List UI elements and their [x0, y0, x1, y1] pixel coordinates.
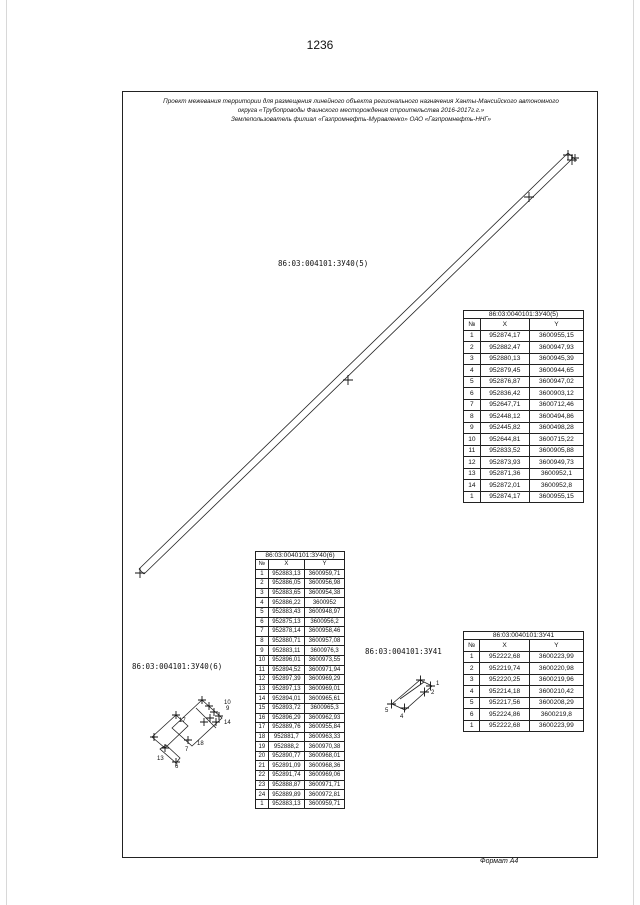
table-cell: 952889,76 [268, 723, 304, 733]
table-cell: 3600223,99 [529, 651, 583, 663]
table-cell: 6 [464, 709, 480, 721]
column-header: X [480, 319, 529, 331]
table-row [464, 422, 584, 434]
column-header: X [268, 560, 304, 570]
table-row [464, 663, 584, 675]
table-cell: 6 [464, 388, 481, 400]
table-row [256, 761, 345, 771]
table-cell: 952217,56 [480, 697, 529, 709]
table-cell: 3600955,84 [305, 723, 345, 733]
table-cell: 3600959,71 [305, 799, 345, 809]
table-row [464, 399, 584, 411]
table-cell: 3 [256, 588, 269, 598]
table-row [464, 720, 584, 732]
point-label: 18 [197, 741, 204, 747]
column-header: № [464, 640, 480, 652]
table-row [256, 627, 345, 637]
header-line-3: Землепользователь филиал «Газпромнефть-Муравленко» ОАО «Газпромнефть-ННГ» [231, 116, 491, 123]
table-row [256, 598, 345, 608]
table-cell: 952644,81 [480, 434, 529, 446]
plot41-outline [392, 680, 432, 710]
table-row [256, 655, 345, 665]
column-header: № [464, 319, 481, 331]
table-cell: 952897,13 [268, 684, 304, 694]
table-row [256, 588, 345, 598]
header-line-2: округа «Трубопроводы Фаинского месторождения строительства 2016-2017г.г.» [237, 107, 485, 114]
table-cell: 3600952,1 [529, 468, 583, 480]
table-cell: 1 [464, 651, 480, 663]
table-row [256, 636, 345, 646]
plot6-outline [152, 700, 222, 763]
column-header: Y [529, 640, 583, 652]
table-cell: 3600712,46 [529, 399, 583, 411]
table-cell: 952873,93 [480, 457, 529, 469]
table-cell: 952214,18 [480, 686, 529, 698]
table-row [256, 675, 345, 685]
column-header: X [480, 640, 529, 652]
table-cell: 11 [464, 445, 481, 457]
column-header: № [256, 560, 269, 570]
table-cell: 952879,45 [480, 365, 529, 377]
table-cell: 952871,36 [480, 468, 529, 480]
table-row [256, 617, 345, 627]
coords-table-zu40-6 [255, 551, 345, 809]
point-label: 6 [175, 764, 179, 770]
page-number: 1236 [306, 38, 334, 52]
table-cell: 3600959,71 [305, 569, 345, 579]
table-row [464, 353, 584, 365]
point-label: 5 [385, 708, 389, 714]
table-cell: 952874,17 [480, 330, 529, 342]
table-cell: 1 [464, 491, 481, 503]
table-row [256, 723, 345, 733]
table-cell: 9 [464, 422, 481, 434]
table-row [256, 713, 345, 723]
table-cell: 952874,17 [480, 491, 529, 503]
table-cell: 3600968,36 [305, 761, 345, 771]
table-cell: 3600970,38 [305, 742, 345, 752]
table-row [256, 607, 345, 617]
table-cell: 952881,7 [268, 732, 304, 742]
table-cell: 952836,42 [480, 388, 529, 400]
table-cell: 3600903,12 [529, 388, 583, 400]
table-cell: 6 [256, 617, 269, 627]
table-cell: 5 [256, 607, 269, 617]
table-row [464, 480, 584, 492]
table-cell: 13 [464, 468, 481, 480]
table-cell: 23 [256, 780, 269, 790]
table-row [464, 388, 584, 400]
table-cell: 3600956,2 [305, 617, 345, 627]
table-row [464, 697, 584, 709]
point-label: 13 [157, 756, 164, 762]
table-cell: 24 [256, 790, 269, 800]
table-title: 86:03:0040101:ЗУ40(6) [255, 551, 345, 559]
table-cell: 12 [464, 457, 481, 469]
table-cell: 3600972,81 [305, 790, 345, 800]
table-cell: 3600905,88 [529, 445, 583, 457]
table-cell: 2 [256, 579, 269, 589]
table-cell: 3 [464, 674, 480, 686]
table-cell: 10 [464, 434, 481, 446]
table-cell: 1 [256, 569, 269, 579]
table-cell: 952833,52 [480, 445, 529, 457]
table-cell: 952888,2 [268, 742, 304, 752]
plot-label-zu40-6: 86:03:004101:3У40(6) [132, 662, 223, 671]
table-cell: 2 [464, 663, 480, 675]
table-cell: 3600947,93 [529, 342, 583, 354]
table-row [256, 665, 345, 675]
point-label: 17 [179, 718, 186, 724]
table-cell: 3600219,8 [529, 709, 583, 721]
table-cell: 3600952 [305, 598, 345, 608]
table-cell: 3600956,98 [305, 579, 345, 589]
table-cell: 952894,52 [268, 665, 304, 675]
table-cell: 952883,11 [268, 646, 304, 656]
table-cell: 952891,09 [268, 761, 304, 771]
table-cell: 3600949,73 [529, 457, 583, 469]
table-cell: 3600944,65 [529, 365, 583, 377]
table-cell: 11 [256, 665, 269, 675]
plot41-vertex-markers [387, 676, 435, 713]
point-label: 9 [226, 706, 230, 712]
table-cell: 3600968,01 [305, 751, 345, 761]
table-cell: 3600494,86 [529, 411, 583, 423]
table-cell: 952883,13 [268, 799, 304, 809]
table-cell: 17 [256, 723, 269, 733]
table-header-row [464, 640, 584, 652]
table-header-row [256, 560, 345, 570]
table-cell: 1 [256, 799, 269, 809]
table-cell: 3600954,38 [305, 588, 345, 598]
table-cell: 952220,25 [480, 674, 529, 686]
table-cell: 16 [256, 713, 269, 723]
table-cell: 952647,71 [480, 399, 529, 411]
table-cell: 7 [464, 399, 481, 411]
table-cell: 952882,47 [480, 342, 529, 354]
table-cell: 3600715,22 [529, 434, 583, 446]
table-row [256, 579, 345, 589]
coords-table-zu40-5 [463, 310, 584, 503]
table-cell: 952883,13 [268, 569, 304, 579]
table-cell: 3600955,15 [529, 330, 583, 342]
table-row [464, 411, 584, 423]
table-cell: 952448,12 [480, 411, 529, 423]
table-cell: 952445,82 [480, 422, 529, 434]
table-cell: 3600969,06 [305, 771, 345, 781]
plot-label-zu41: 86:03:004101:3У41 [365, 647, 442, 656]
table-header-row [464, 319, 584, 331]
point-label: 10 [224, 700, 231, 706]
table-cell: 3600958,46 [305, 627, 345, 637]
table-title: 86:03:0040101:ЗУ40(5) [463, 310, 584, 318]
table-cell: 3600973,55 [305, 655, 345, 665]
table-cell: 3600965,3 [305, 703, 345, 713]
table-cell: 7 [256, 627, 269, 637]
table-cell: 3600971,71 [305, 780, 345, 790]
table-cell: 952872,01 [480, 480, 529, 492]
column-header: Y [305, 560, 345, 570]
table-row [464, 674, 584, 686]
table-cell: 3600220,98 [529, 663, 583, 675]
table-cell: 14 [256, 694, 269, 704]
table-row [464, 445, 584, 457]
table-cell: 952897,39 [268, 675, 304, 685]
table-row [256, 790, 345, 800]
table-title: 86:03:0040101:ЗУ41 [463, 631, 584, 639]
table-cell: 3600955,15 [529, 491, 583, 503]
table-cell: 952880,13 [480, 353, 529, 365]
table-row [256, 771, 345, 781]
table-cell: 952875,13 [268, 617, 304, 627]
table-cell: 3600498,28 [529, 422, 583, 434]
table-row [464, 468, 584, 480]
table-row [256, 646, 345, 656]
table-cell: 952878,14 [268, 627, 304, 637]
table-cell: 4 [464, 686, 480, 698]
table-cell: 952889,89 [268, 790, 304, 800]
table-cell: 10 [256, 655, 269, 665]
table-cell: 19 [256, 742, 269, 752]
table-cell: 952896,01 [268, 655, 304, 665]
table-row [256, 780, 345, 790]
table-row [464, 491, 584, 503]
table-row [464, 376, 584, 388]
table-cell: 1 [464, 330, 481, 342]
point-label: 7 [185, 747, 189, 753]
table-cell: 952893,72 [268, 703, 304, 713]
table-row [464, 342, 584, 354]
table-cell: 952896,29 [268, 713, 304, 723]
table-cell: 952894,01 [268, 694, 304, 704]
point-label: 14 [224, 720, 231, 726]
table-row [464, 457, 584, 469]
table-row [256, 751, 345, 761]
table-cell: 3600208,29 [529, 697, 583, 709]
table-row [464, 686, 584, 698]
table-cell: 15 [256, 703, 269, 713]
table-cell: 952886,05 [268, 579, 304, 589]
table-cell: 952883,43 [268, 607, 304, 617]
table-row [256, 684, 345, 694]
table-cell: 4 [464, 365, 481, 377]
table-cell: 3600957,08 [305, 636, 345, 646]
table-cell: 3600965,61 [305, 694, 345, 704]
table-cell: 5 [464, 697, 480, 709]
table-cell: 952891,74 [268, 771, 304, 781]
table-row [464, 434, 584, 446]
table-cell: 9 [256, 646, 269, 656]
table-cell: 952876,87 [480, 376, 529, 388]
table-cell: 3600976,3 [305, 646, 345, 656]
table-cell: 3600210,42 [529, 686, 583, 698]
table-cell: 3600223,99 [529, 720, 583, 732]
table-row [256, 799, 345, 809]
table-cell: 952222,68 [480, 720, 529, 732]
table-cell: 3600962,93 [305, 713, 345, 723]
point-label: 1 [436, 681, 440, 687]
table-cell: 3600963,33 [305, 732, 345, 742]
table-cell: 21 [256, 761, 269, 771]
point-label: 4 [400, 714, 404, 720]
table-row [256, 694, 345, 704]
table-cell: 12 [256, 675, 269, 685]
table-row [464, 365, 584, 377]
paper-format-label: Формат А4 [480, 858, 519, 865]
table-row [256, 742, 345, 752]
table-cell: 3600952,8 [529, 480, 583, 492]
column-header: Y [529, 319, 583, 331]
table-row [464, 330, 584, 342]
table-cell: 2 [464, 342, 481, 354]
table-cell: 952880,71 [268, 636, 304, 646]
table-cell: 3600947,02 [529, 376, 583, 388]
table-cell: 952224,86 [480, 709, 529, 721]
table-cell: 8 [464, 411, 481, 423]
table-cell: 1 [464, 720, 480, 732]
table-cell: 952890,77 [268, 751, 304, 761]
table-cell: 18 [256, 732, 269, 742]
table-cell: 8 [256, 636, 269, 646]
table-cell: 4 [256, 598, 269, 608]
table-cell: 14 [464, 480, 481, 492]
table-row [464, 651, 584, 663]
table-cell: 22 [256, 771, 269, 781]
table-cell: 952883,65 [268, 588, 304, 598]
table-row [256, 703, 345, 713]
table-cell: 952888,87 [268, 780, 304, 790]
table-cell: 20 [256, 751, 269, 761]
table-cell: 3600219,96 [529, 674, 583, 686]
table-cell: 3 [464, 353, 481, 365]
table-cell: 3600945,39 [529, 353, 583, 365]
table-cell: 952222,68 [480, 651, 529, 663]
table-cell: 13 [256, 684, 269, 694]
table-cell: 3600948,97 [305, 607, 345, 617]
table-cell: 952219,74 [480, 663, 529, 675]
coords-table-zu41 [463, 631, 584, 732]
table-cell: 3600971,94 [305, 665, 345, 675]
header-line-1: Проект межевания территории для размещения линейного объекта регионального назначения Ханты-Мансийского автономного [163, 98, 559, 105]
point-label: 2 [431, 690, 435, 696]
table-cell: 5 [464, 376, 481, 388]
table-row [464, 709, 584, 721]
table-row [256, 569, 345, 579]
table-cell: 3600969,29 [305, 675, 345, 685]
table-cell: 952886,22 [268, 598, 304, 608]
plot-label-zu40-5: 86:03:004101:3У40(5) [278, 259, 369, 268]
table-row [256, 732, 345, 742]
table-cell: 3600969,01 [305, 684, 345, 694]
